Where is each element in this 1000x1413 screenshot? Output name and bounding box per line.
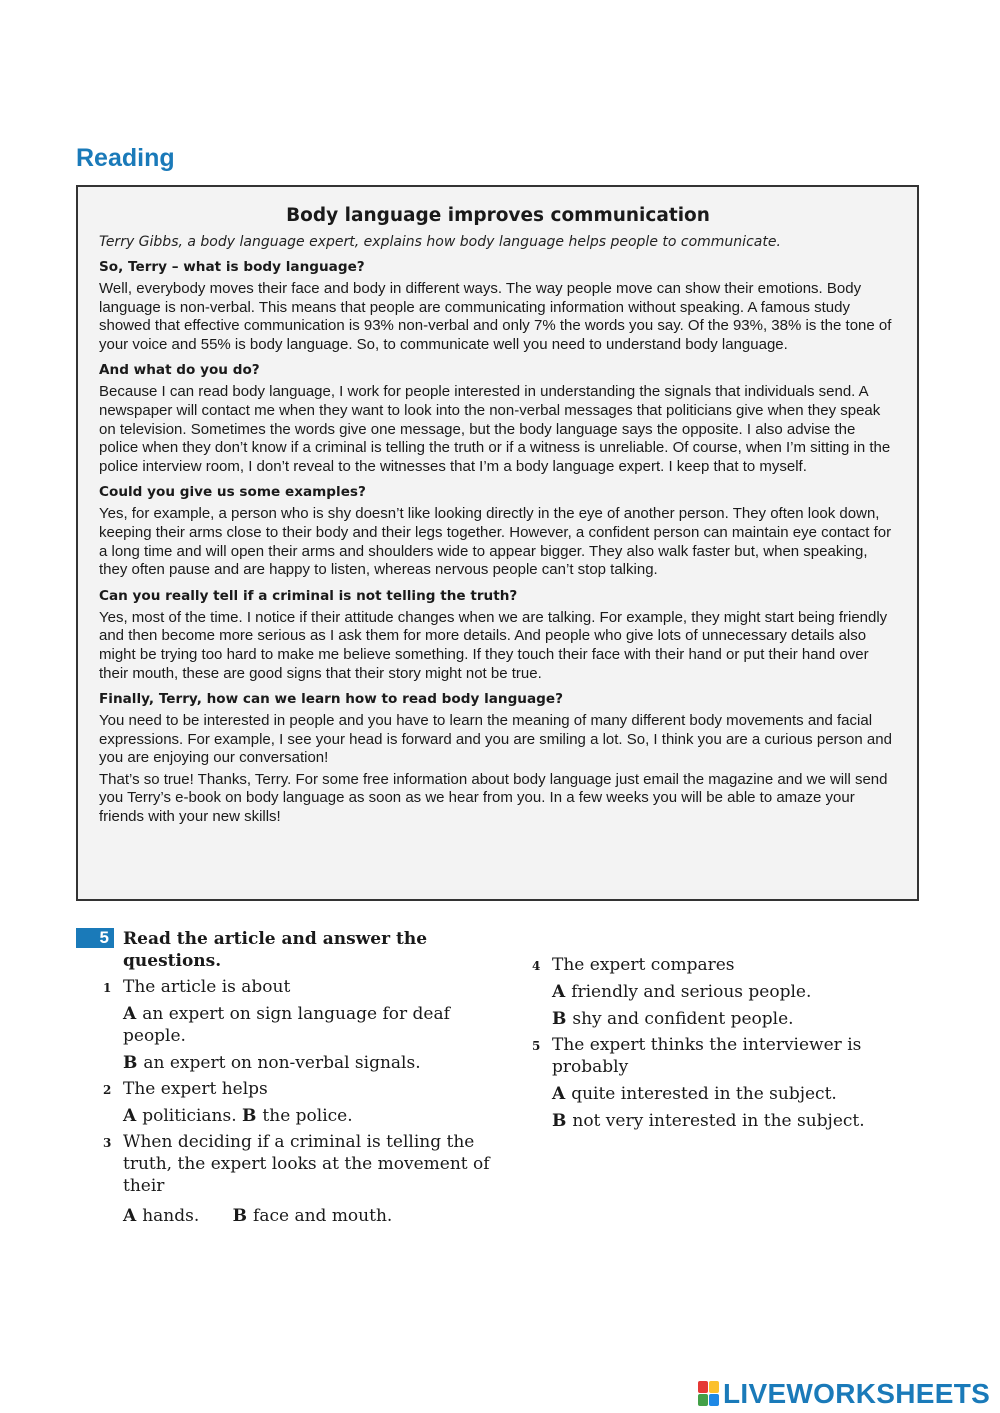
option-label: B — [232, 1206, 248, 1226]
option-1b[interactable] — [123, 1052, 506, 1074]
option-label: A — [552, 1084, 566, 1104]
article-answer-1: Well, everybody moves their face and body in different ways. The way people move can show their emotions. Body language is non-verbal. This means that people are communicating information without speaking. A famous study showed that effective communication is 93% non-verbal and only 7% the words you say. Of the 93%, 38% is the tone of your voice and 55% is body language. So, to communicate well you need to understand body language. — [99, 280, 892, 353]
exercise-right-column — [528, 954, 928, 1132]
article-question-1: So, Terry – what is body language? — [99, 259, 365, 275]
article-question-4: Can you really tell if a criminal is not telling the truth? — [99, 587, 518, 604]
question-number: 5 — [532, 1039, 541, 1053]
option-text: an expert on non-verbal signals. — [143, 1053, 421, 1073]
question-item-5 — [532, 1034, 928, 1078]
option-label: A — [123, 1206, 137, 1226]
article-question-5: Finally, Terry, how can we learn how to read body language? — [99, 691, 563, 708]
exercise-left-column — [76, 928, 506, 1227]
article-answer-4: Yes, most of the time. I notice if their attitude changes when we are talking. For example, they might start being friendly and then become more serious as I ask them for more details. And people who give lots of unnecessary details also might be trying too hard to make me believe something. If they touch their face with their hand or put their hand over their mouth, these are good signs that their story might not be true. — [99, 608, 888, 682]
article-closing: That’s so true! Thanks, Terry. For some free information about body language just email the magazine and we will send you Terry’s e-book on body language as soon as we hear from you. In a few weeks you will be able to amaze your friends with your new skills! — [99, 770, 888, 826]
logo-text: LIVEWORKSHEETS — [723, 1378, 991, 1409]
option-5a[interactable] — [552, 1083, 928, 1105]
exercise-number-badge: 5 — [76, 928, 114, 948]
option-2a[interactable] — [123, 1106, 237, 1126]
article-question-3: Could you give us some examples? — [99, 484, 366, 501]
question-number: 3 — [103, 1136, 112, 1150]
option-label: A — [123, 1004, 137, 1024]
options-row-3 — [123, 1205, 506, 1227]
option-text: hands. — [142, 1206, 200, 1226]
question-number: 2 — [103, 1083, 112, 1097]
question-item-1 — [103, 976, 506, 998]
question-stem: The expert compares — [552, 955, 735, 975]
question-number: 1 — [103, 981, 112, 995]
option-4a[interactable] — [552, 981, 928, 1003]
article-box — [76, 185, 919, 901]
option-text: friendly and serious people. — [571, 982, 812, 1002]
option-4b[interactable] — [552, 1008, 928, 1030]
option-text: not very interested in the subject. — [572, 1111, 865, 1131]
option-5b[interactable] — [552, 1110, 928, 1132]
liveworksheets-logo[interactable] — [698, 1378, 990, 1410]
article-question-2: And what do you do? — [99, 362, 260, 379]
option-label: B — [242, 1106, 257, 1126]
option-3b[interactable] — [233, 1206, 393, 1226]
option-label: B — [123, 1053, 138, 1073]
question-stem: The article is about — [123, 977, 291, 997]
article-answer-2: Because I can read body language, I work for people interested in understanding the signals that individuals send. A newspaper will contact me when they want to look into the non-verbal messages that politicians give when they speak on television. Sometimes the words give one message, but the body language says the opposite. I also advise the police when they don’t know if a criminal is telling the truth or if a witness is unreliable. Of course, when I’m sitting in the police interview room, I don’t reveal to the witnesses that I’m a body language expert. I keep that to myself. — [99, 383, 891, 475]
article-answer-3: Yes, for example, a person who is shy doesn’t like looking directly in the eye of another person. They often look down, keeping their arms close to their body and their legs together. However, a confident person can maintain eye contact for a long time and will open their arms and shoulders wide to appear bigger. They also walk faster but, when speaking, they often pause and are happy to listen, whereas nervous people can’t stop talking. — [99, 505, 892, 579]
options-row-2 — [123, 1105, 506, 1127]
article-intro: Terry Gibbs, a body language expert, explains how body language helps people to communicate. — [99, 234, 781, 250]
option-text: shy and confident people. — [572, 1009, 794, 1029]
question-stem: When deciding if a criminal is telling the truth, the expert looks at the movement of their — [123, 1132, 490, 1196]
option-1a[interactable] — [123, 1003, 506, 1047]
option-text: the police. — [262, 1106, 353, 1126]
liveworksheets-logo-icon — [698, 1381, 720, 1407]
question-item-3 — [103, 1131, 506, 1197]
question-item-4 — [532, 954, 928, 976]
option-3a[interactable] — [123, 1206, 199, 1226]
option-label: A — [552, 982, 566, 1002]
option-label: A — [123, 1106, 137, 1126]
question-item-2 — [103, 1078, 506, 1100]
article-answer-5: You need to be interested in people and you have to learn the meaning of many different body movements and facial expressions. For example, I see your head is forward and you are smiling a lot. So, I think you are a curious person and you are enjoying our conversation! — [99, 712, 892, 767]
option-2b[interactable] — [242, 1106, 353, 1126]
option-text: quite interested in the subject. — [571, 1084, 837, 1104]
option-text: face and mouth. — [253, 1206, 393, 1226]
option-text: politicians. — [142, 1106, 237, 1126]
option-text: an expert on sign language for deaf people. — [123, 1004, 450, 1046]
article-title: Body language improves communication — [286, 205, 710, 226]
option-label: B — [552, 1111, 567, 1131]
question-stem: The expert thinks the interviewer is probably — [552, 1035, 862, 1077]
option-label: B — [552, 1009, 567, 1029]
question-stem: The expert helps — [123, 1079, 268, 1099]
exercise-instruction: Read the article and answer the questions. — [123, 929, 428, 971]
question-number: 4 — [532, 959, 541, 973]
section-heading: Reading — [76, 144, 175, 172]
